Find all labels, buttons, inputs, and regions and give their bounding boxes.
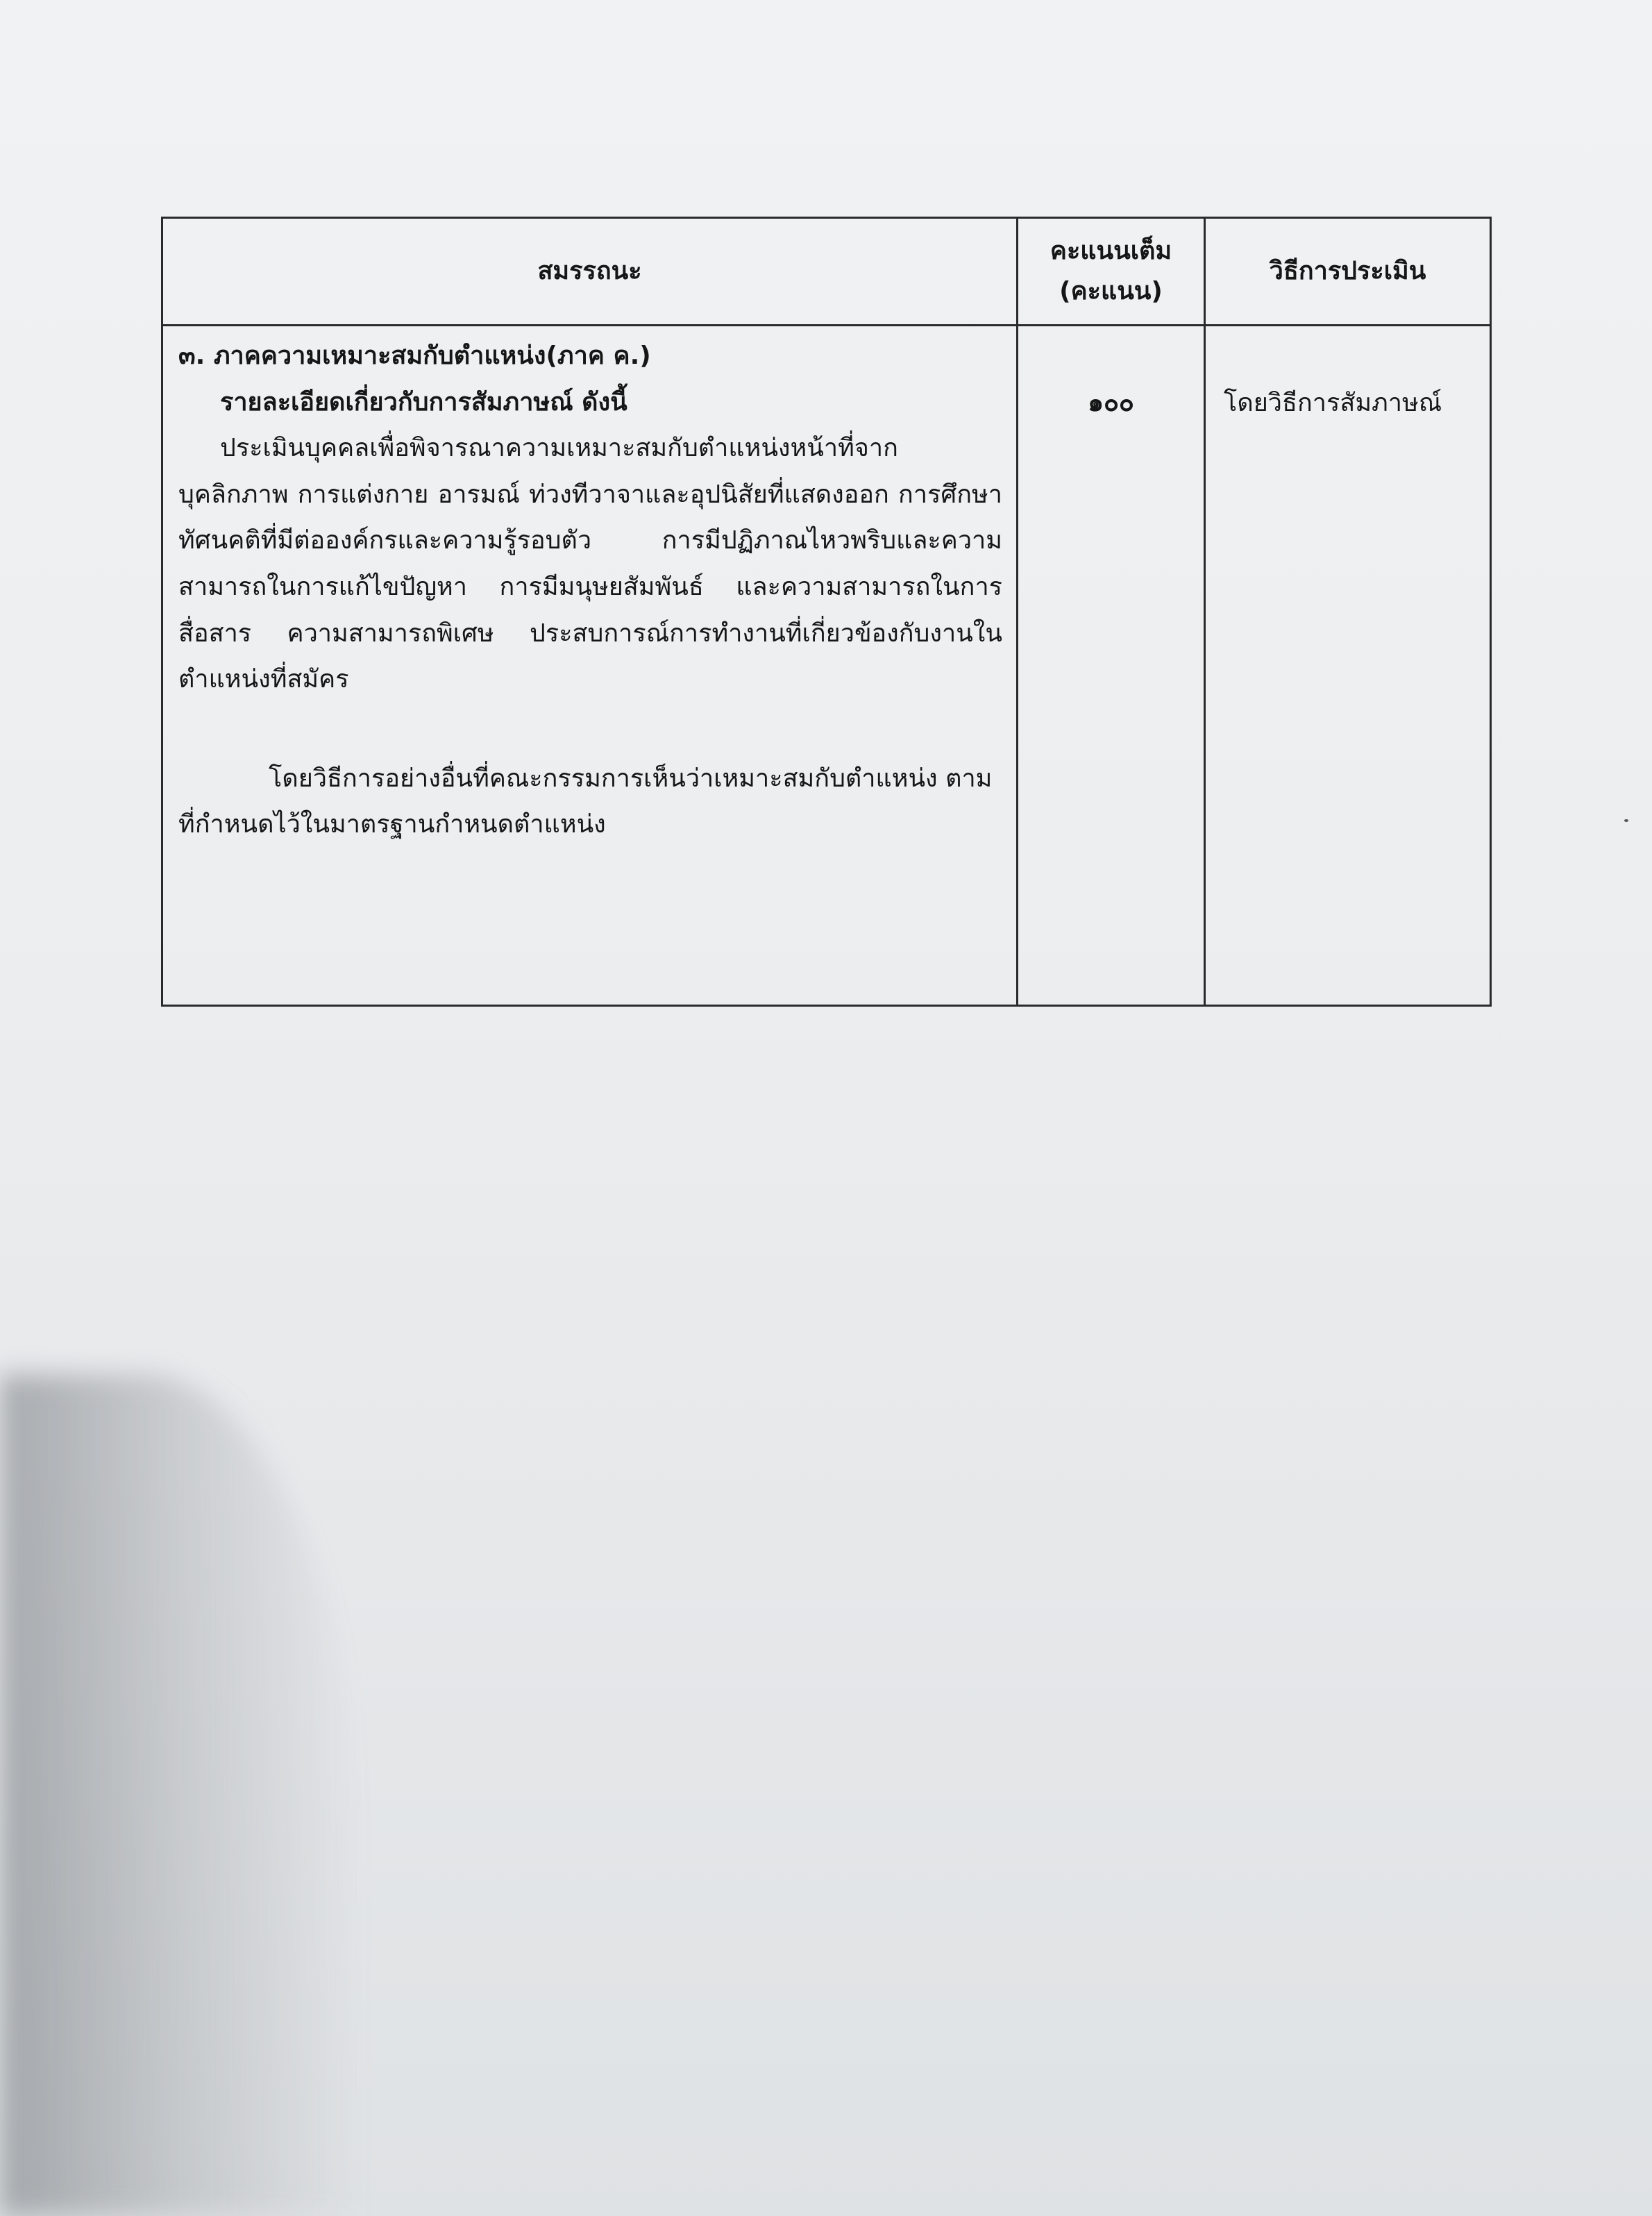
competency-cell — [162, 326, 1018, 1006]
photo-shadow — [0, 1375, 361, 2216]
header-full-score — [1018, 218, 1205, 326]
paper-speck — [1624, 819, 1628, 822]
table-row — [162, 326, 1491, 1006]
assessment-method: โดยวิธีการสัมภาษณ์ — [1205, 326, 1491, 1006]
full-score-value: ๑๐๐ — [1018, 326, 1205, 1006]
section-subtitle: รายละเอียดเกี่ยวกับการสัมภาษณ์ ดังนี้ — [220, 387, 627, 417]
header-competency: สมรรถนะ — [162, 218, 1018, 326]
header-method: วิธีการประเมิน — [1205, 218, 1491, 326]
section-title: ๓. ภาคความเหมาะสมกับตำแหน่ง(ภาค ค.) — [178, 342, 651, 370]
table-header-row — [162, 218, 1491, 326]
assessment-table — [161, 217, 1492, 1007]
header-full-score-line1: คะแนนเต็ม — [1050, 237, 1172, 266]
other-method-note: โดยวิธีการอย่างอื่นที่คณะกรรมการเห็นว่าเหมาะสมกับตำแหน่ง ตามที่กำหนดไว้ในมาตรฐานกำหนดตำแหน่ง — [178, 764, 993, 839]
competency-description: ประเมินบุคคลเพื่อพิจารณาความเหมาะสมกับตำแหน่งหน้าที่จากบุคลิกภาพ การแต่งกาย อารมณ์ ท่วงทีวาจาและอุปนิสัยที่แสดงออก การศึกษา ทัศนคติที่มีต่อองค์กรและความรู้รอบตัว การมีปฏิภาณไหวพริบและความสามารถในการแก้ไขปัญหา การมีมนุษยสัมพันธ์ และความสามารถในการสื่อสาร ความสามารถพิเศษ ประสบการณ์การทำงานที่เกี่ยวข้องกับงานในตำแหน่งที่สมัคร — [178, 434, 1002, 694]
header-full-score-line2: (คะแนน) — [1059, 277, 1163, 305]
